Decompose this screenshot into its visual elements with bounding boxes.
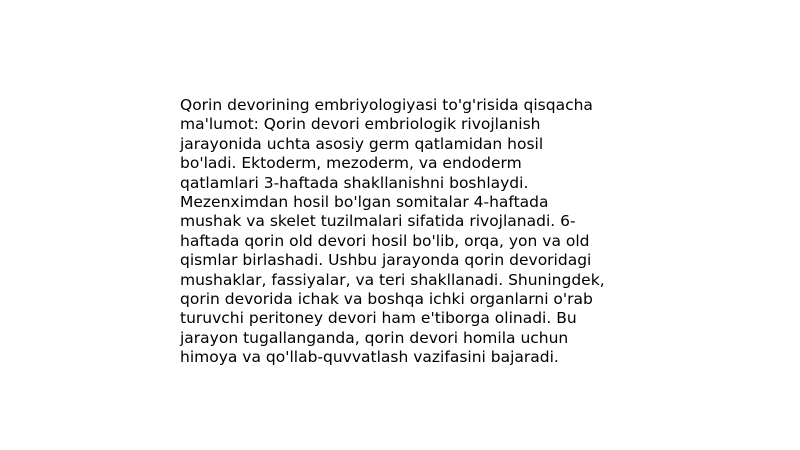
body-paragraph: Qorin devorining embriyologiyasi to'g'risida qisqacha ma'lumot: Qorin devori embriologik rivojlanish jarayonida uchta asosiy germ qatlamidan hosil bo'ladi. Ektoderm, mezoderm, va endoderm qatlamlari 3-haftada shakllanishni boshlaydi. Mezenximdan hosil bo'lgan somitalar 4-haftada mushak va skelet tuzilmalari sifatida rivojlanadi. 6- haftada qorin old devori hosil bo'lib, orqa, yon va old qismlar birlashadi. Ushbu jarayonda qorin devoridagi mushaklar, fassiyalar, va teri shakllanadi. Shuningdek, qorin devorida ichak va boshqa ichki organlarni o'rab turuvchi peritoney devori ham e'tiborga olinadi. Bu jarayon tugallanganda, qorin devori homila uchun himoya va qo'llab-quvvatlash vazifasini bajaradi.	[180, 96, 605, 367]
